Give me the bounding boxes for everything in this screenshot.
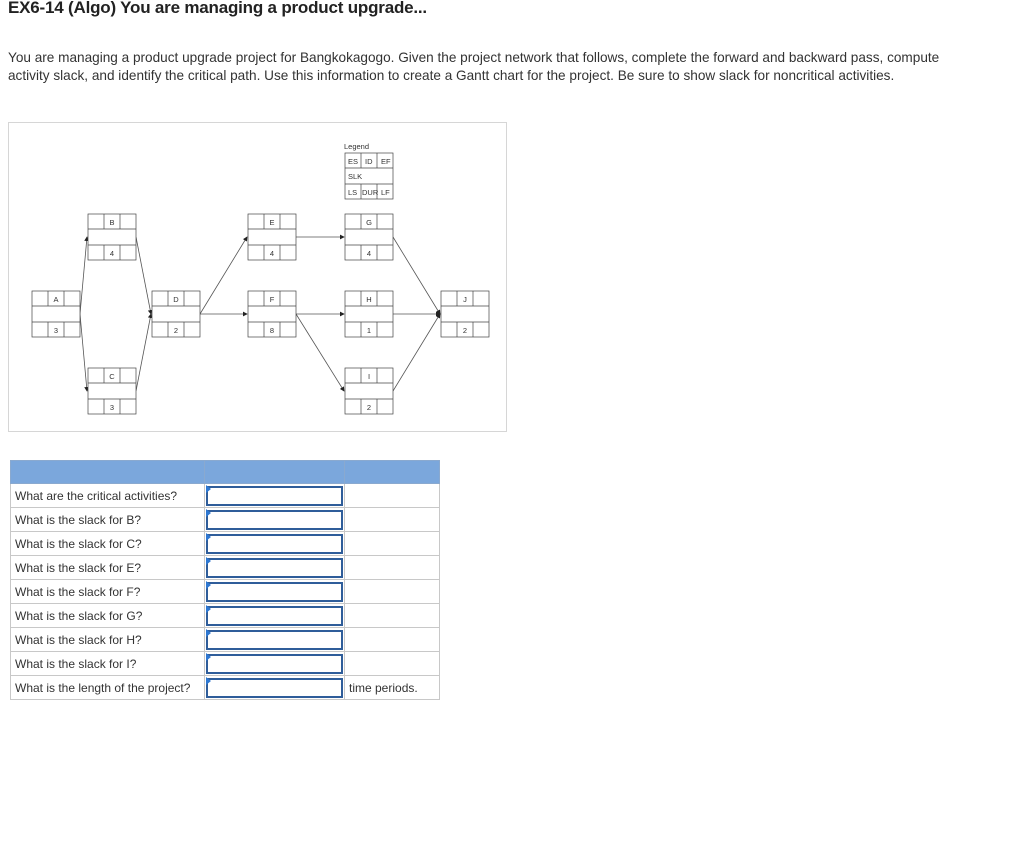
input-marker-icon (206, 485, 211, 493)
answer-unit (345, 556, 440, 580)
answer-unit (345, 532, 440, 556)
activity-duration: 4 (269, 249, 275, 258)
page-title: EX6-14 (Algo) You are managing a product upgrade... (8, 0, 427, 17)
question-label: What is the length of the project? (11, 676, 205, 700)
legend-slk: SLK (348, 172, 363, 181)
activity-duration: 2 (462, 326, 468, 335)
legend-ls: LS (348, 188, 358, 197)
question-row (11, 604, 440, 628)
answer-cell (205, 556, 345, 580)
activity-id: H (366, 295, 372, 304)
answer-unit: time periods. (345, 676, 440, 700)
answer-cell (205, 652, 345, 676)
answer-input[interactable] (206, 510, 343, 530)
question-row (11, 484, 440, 508)
legend (344, 142, 393, 199)
problem-statement: You are managing a product upgrade project for Bangkokagogo. Given the project network that follows, complete the forward and backward pass, compute activity slack, and identify the critical path. Use this information to create a Gantt chart for the project. Be sure to show slack for noncritical activities. (8, 50, 940, 83)
question-label: What is the slack for I? (11, 652, 205, 676)
activity-node-e (248, 214, 296, 260)
legend-es: ES (348, 157, 359, 166)
activity-id: D (173, 295, 179, 304)
edge-d-e (200, 237, 247, 314)
header-cell-question (11, 461, 205, 484)
question-label: What are the critical activities? (11, 484, 205, 508)
answer-unit (345, 604, 440, 628)
answer-table-header (11, 461, 440, 484)
input-marker-icon (206, 605, 211, 613)
edge-a-c (80, 314, 87, 391)
question-label: What is the slack for E? (11, 556, 205, 580)
answer-unit (345, 652, 440, 676)
edge-g-j (393, 237, 440, 314)
answer-unit (345, 628, 440, 652)
answer-table (10, 460, 440, 700)
answer-input[interactable] (206, 678, 343, 698)
edge-f-i (296, 314, 344, 391)
activity-id: C (109, 372, 115, 381)
answer-unit (345, 580, 440, 604)
project-network-diagram (8, 122, 508, 432)
answer-input[interactable] (206, 558, 343, 578)
legend-title: Legend (344, 142, 370, 151)
activity-node-j (441, 291, 489, 337)
activity-duration: 8 (269, 326, 275, 335)
legend-ef: EF (381, 157, 391, 166)
edge-a-b (80, 237, 87, 314)
question-label: What is the slack for B? (11, 508, 205, 532)
edge-i-j (393, 314, 440, 391)
activity-node-f (248, 291, 296, 337)
activity-node-g (345, 214, 393, 260)
activity-duration: 4 (366, 249, 372, 258)
input-marker-icon (206, 509, 211, 517)
answer-unit (345, 484, 440, 508)
legend-id: ID (365, 157, 373, 166)
activity-id: I (367, 372, 371, 381)
answer-cell (205, 532, 345, 556)
answer-input[interactable] (206, 486, 343, 506)
activity-id: J (463, 295, 467, 304)
question-label: What is the slack for C? (11, 532, 205, 556)
activity-duration: 2 (366, 403, 372, 412)
activity-node-b (88, 214, 136, 260)
activity-node-h (345, 291, 393, 337)
input-marker-icon (206, 557, 211, 565)
question-label: What is the slack for H? (11, 628, 205, 652)
answer-cell (205, 676, 345, 700)
question-label: What is the slack for F? (11, 580, 205, 604)
question-row (11, 508, 440, 532)
answer-input[interactable] (206, 630, 343, 650)
answer-unit (345, 508, 440, 532)
input-marker-icon (206, 533, 211, 541)
header-cell-answer (205, 461, 345, 484)
answer-cell (205, 580, 345, 604)
question-row (11, 532, 440, 556)
activity-id: B (109, 218, 115, 227)
question-row (11, 628, 440, 652)
answer-input[interactable] (206, 534, 343, 554)
activity-duration: 2 (173, 326, 179, 335)
activity-node-a (32, 291, 80, 337)
edge-b-d (136, 237, 151, 314)
answer-input[interactable] (206, 582, 343, 602)
activity-id: G (366, 218, 372, 227)
question-label: What is the slack for G? (11, 604, 205, 628)
activity-node-d (152, 291, 200, 337)
input-marker-icon (206, 677, 211, 685)
activity-id: A (53, 295, 59, 304)
input-marker-icon (206, 581, 211, 589)
legend-lf: LF (381, 188, 390, 197)
activity-duration: 3 (109, 403, 115, 412)
answer-cell (205, 484, 345, 508)
legend-dur: DUR (362, 188, 379, 197)
activity-duration: 3 (53, 326, 59, 335)
answer-input[interactable] (206, 606, 343, 626)
activity-id: E (269, 218, 275, 227)
question-row (11, 676, 440, 700)
answer-cell (205, 628, 345, 652)
activity-node-i (345, 368, 393, 414)
question-row (11, 556, 440, 580)
question-row (11, 580, 440, 604)
answer-cell (205, 508, 345, 532)
input-marker-icon (206, 629, 211, 637)
edge-c-d (136, 314, 151, 391)
answer-input[interactable] (206, 654, 343, 674)
activity-duration: 4 (109, 249, 115, 258)
input-marker-icon (206, 653, 211, 661)
activity-duration: 1 (366, 326, 372, 335)
answer-cell (205, 604, 345, 628)
header-cell-unit (345, 461, 440, 484)
question-row (11, 652, 440, 676)
activity-id: F (269, 295, 275, 304)
activity-node-c (88, 368, 136, 414)
